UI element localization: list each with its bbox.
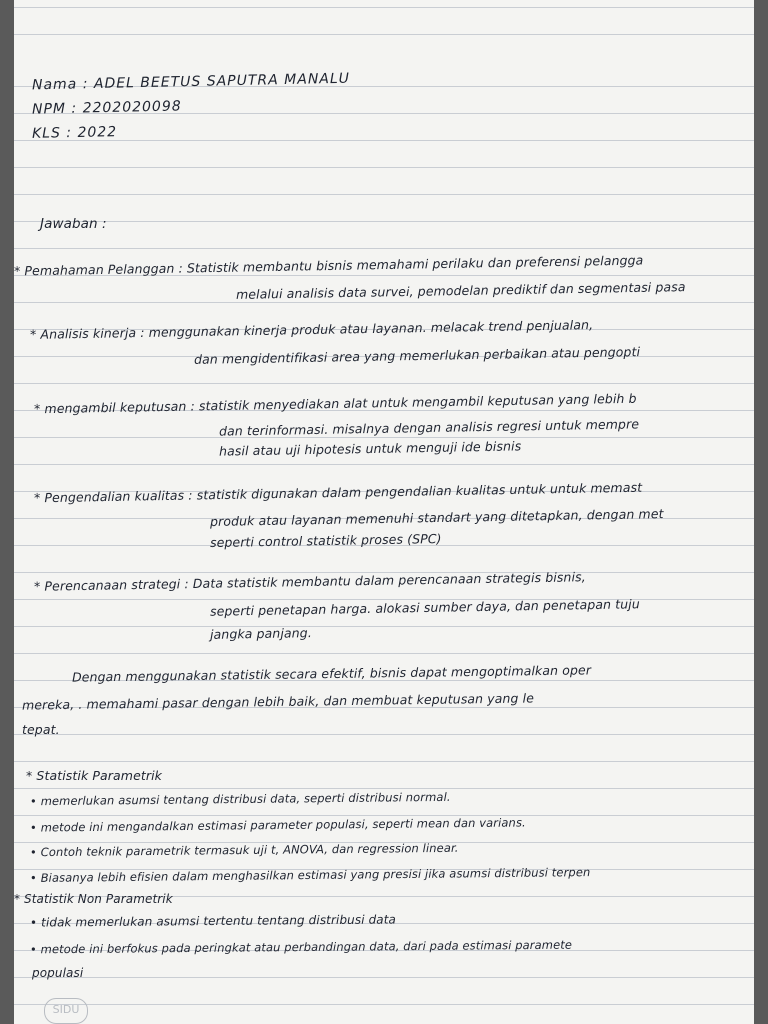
nonparametric-item-1: • tidak memerlukan asumsi tertentu tentang distribusi data — [29, 912, 397, 930]
point-2-line-1: * Analisis kinerja : menggunakan kinerja produk atau layanan. melacak trend penjualan, — [29, 317, 594, 342]
parametric-item-3: • Contoh teknik parametrik termasuk uji t, ANOVA, dan regression linear. — [29, 840, 459, 860]
point-4-line-2: produk atau layanan memenuhi standart yang ditetapkan, dengan met — [209, 506, 664, 529]
nonparametric-item-3: populasi — [32, 966, 84, 980]
point-3-line-2: dan terinformasi. misalnya dengan analisis regresi untuk mempre — [218, 416, 640, 439]
point-3-line-3: hasil atau uji hipotesis untuk menguji ide bisnis — [218, 438, 522, 459]
conclusion-line-1: Dengan menggunakan statistik secara efektif, bisnis dapat mengoptimalkan oper — [71, 662, 592, 685]
point-1-line-1: * Pemahaman Pelanggan : Statistik membantu bisnis memahami perilaku dan preferensi pelangga — [14, 252, 644, 279]
notebook-page — [14, 0, 754, 1024]
parametric-title: * Statistik Parametrik — [26, 768, 163, 783]
point-3-line-1: * mengambil keputusan : statistik menyediakan alat untuk mengambil keputusan yang lebih b — [33, 390, 637, 417]
point-4-line-3: seperti control statistik proses (SPC) — [209, 530, 442, 551]
point-5-line-3: jangka panjang. — [209, 625, 312, 642]
class-line: KLS : 2022 — [31, 124, 118, 142]
nonparametric-item-2: • metode ini berfokus pada peringkat atau perbandingan data, dari pada estimasi paramete — [29, 937, 573, 957]
point-1-line-2: melalui analisis data survei, pemodelan prediktif dan segmentasi pasa — [235, 279, 686, 302]
conclusion-line-2: mereka, . memahami pasar dengan lebih baik, dan membuat keputusan yang le — [21, 690, 535, 713]
parametric-item-1: • memerlukan asumsi tentang distribusi data, seperti distribusi normal. — [29, 789, 451, 809]
npm-line: NPM : 2202020098 — [31, 98, 182, 118]
point-5-line-2: seperti penetapan harga. alokasi sumber daya, dan penetapan tuju — [209, 596, 640, 619]
answer-label: Jawaban : — [40, 216, 107, 232]
sidu-logo: SIDU — [44, 998, 88, 1024]
point-2-line-2: dan mengidentifikasi area yang memerlukan perbaikan atau pengopti — [193, 344, 641, 367]
point-5-line-1: * Perencanaan strategi : Data statistik membantu dalam perencanaan strategis bisnis, — [33, 569, 586, 594]
parametric-item-4: • Biasanya lebih efisien dalam menghasilkan estimasi yang presisi jika asumsi distribusi terpen — [29, 865, 591, 885]
name-line: Nama : ADEL BEETUS SAPUTRA MANALU — [31, 70, 351, 94]
conclusion-line-3: tepat. — [22, 722, 60, 737]
point-4-line-1: * Pengendalian kualitas : statistik digunakan dalam pengendalian kualitas untuk untuk memast — [33, 479, 643, 506]
nonparametric-title: * Statistik Non Parametrik — [14, 892, 173, 906]
parametric-item-2: • metode ini mengandalkan estimasi parameter populasi, seperti mean dan varians. — [29, 815, 526, 835]
